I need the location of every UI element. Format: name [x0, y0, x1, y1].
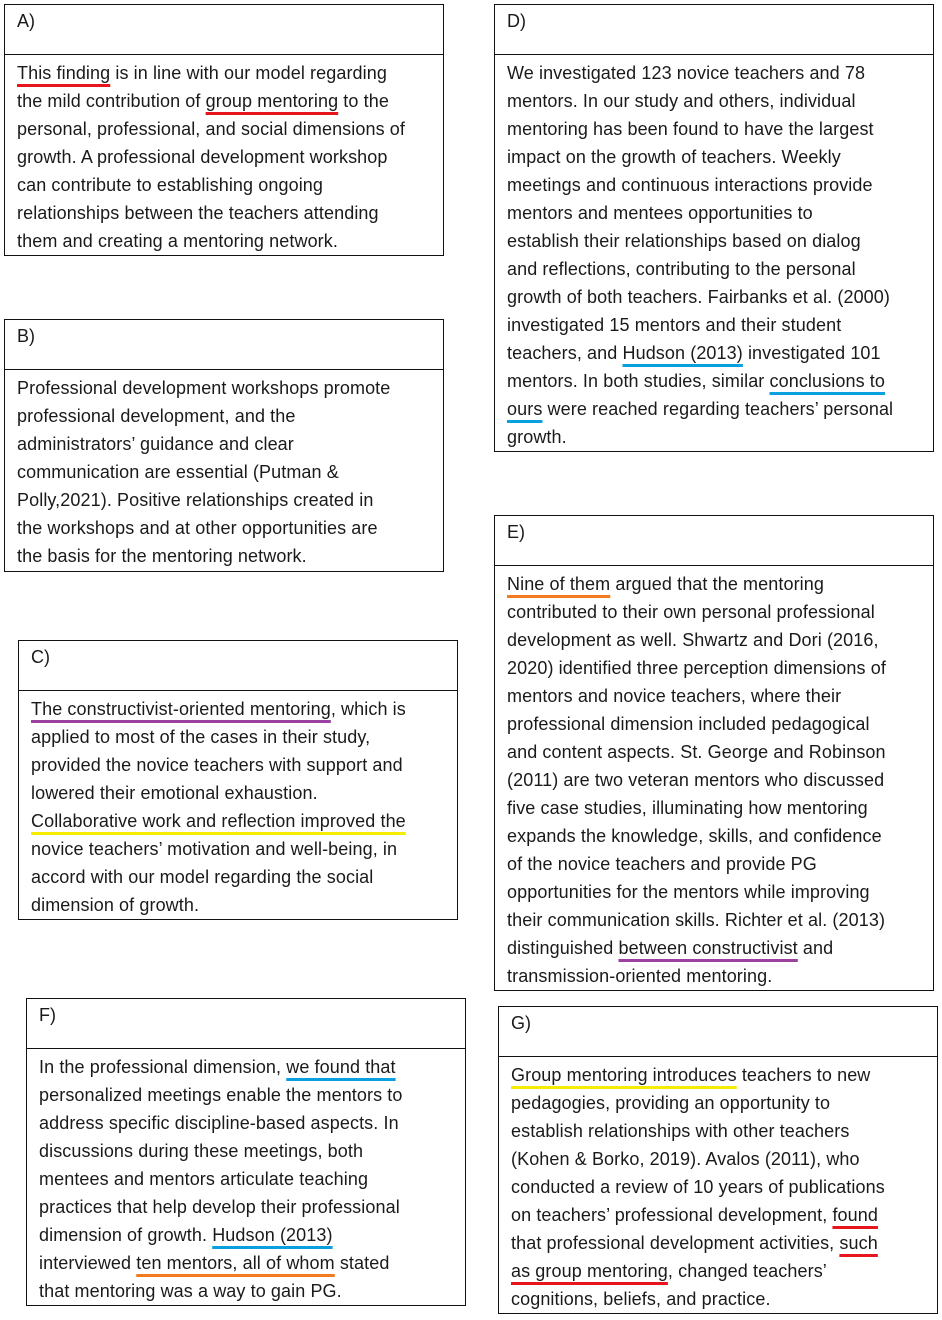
text-line: [507, 171, 925, 199]
text-line: [507, 59, 925, 87]
text-segment: is in line with our model regarding: [110, 63, 387, 83]
text-line: [511, 1089, 929, 1117]
excerpt-box-e: [494, 515, 934, 991]
text-line: [507, 115, 925, 143]
text-line: [17, 171, 435, 199]
text-segment: meetings and continuous interactions provide: [507, 175, 873, 195]
box-text: [495, 566, 933, 990]
excerpt-box-b: [4, 319, 444, 572]
text-segment: dimension of growth.: [31, 895, 200, 915]
text-line: [507, 766, 925, 794]
text-segment: accord with our model regarding the social: [31, 867, 374, 887]
yellow-underlined-phrase: Collaborative work and reflection improved the: [31, 811, 406, 831]
box-text: [5, 370, 443, 570]
orange-underlined-phrase: ten mentors, all of whom: [136, 1253, 335, 1273]
text-segment: establish their relationships based on dialog: [507, 231, 861, 251]
text-line: [39, 1277, 457, 1305]
text-line: [511, 1145, 929, 1173]
box-text: [495, 55, 933, 451]
text-segment: and content aspects. St. George and Robinson: [507, 742, 886, 762]
blue-underlined-phrase: conclusions to: [769, 371, 885, 391]
box-label: E): [495, 516, 933, 566]
text-segment: the mild contribution of: [17, 91, 206, 111]
text-line: [507, 395, 925, 423]
text-line: [31, 695, 449, 723]
text-segment: establish relationships with other teachers: [511, 1121, 850, 1141]
excerpt-box-f: [26, 998, 466, 1306]
text-line: [39, 1221, 457, 1249]
text-line: [507, 962, 925, 990]
text-line: [507, 423, 925, 451]
text-line: [17, 199, 435, 227]
text-line: [31, 751, 449, 779]
text-segment: five case studies, illuminating how mentoring: [507, 798, 868, 818]
text-segment: mentoring has been found to have the largest: [507, 119, 874, 139]
text-line: [507, 598, 925, 626]
text-line: [17, 374, 435, 402]
box-text: [499, 1057, 937, 1313]
box-label: D): [495, 5, 933, 55]
red-underlined-phrase: group mentoring: [205, 91, 339, 111]
text-segment: administrators’ guidance and clear: [17, 434, 294, 454]
text-segment: pedagogies, providing an opportunity to: [511, 1093, 831, 1113]
text-line: [17, 402, 435, 430]
text-line: [31, 779, 449, 807]
text-segment: lowered their emotional exhaustion.: [31, 783, 318, 803]
text-line: [39, 1165, 457, 1193]
text-segment: growth.: [507, 427, 567, 447]
text-segment: mentors and novice teachers, where their: [507, 686, 842, 706]
text-line: [507, 794, 925, 822]
text-line: [507, 934, 925, 962]
text-segment: cognitions, beliefs, and practice.: [511, 1289, 771, 1309]
text-line: [507, 682, 925, 710]
text-segment: opportunities for the mentors while improving: [507, 882, 870, 902]
text-line: [17, 59, 435, 87]
text-segment: personalized meetings enable the mentors to: [39, 1085, 403, 1105]
orange-underlined-phrase: Nine of them: [507, 574, 611, 594]
text-line: [507, 654, 925, 682]
text-line: [507, 570, 925, 598]
text-segment: mentors. In our study and others, individual: [507, 91, 856, 111]
text-line: [17, 115, 435, 143]
box-text: [19, 691, 457, 919]
box-text: [27, 1049, 465, 1305]
text-line: [507, 311, 925, 339]
text-line: [17, 227, 435, 255]
yellow-underlined-phrase: Group mentoring introduces: [511, 1065, 737, 1085]
text-line: [507, 87, 925, 115]
text-line: [507, 143, 925, 171]
text-segment: , changed teachers’: [667, 1261, 827, 1281]
text-line: [31, 807, 449, 835]
blue-underlined-phrase: we found that: [286, 1057, 396, 1077]
text-line: [511, 1257, 929, 1285]
text-line: [511, 1285, 929, 1313]
text-segment: (2011) are two veteran mentors who discussed: [507, 770, 885, 790]
text-line: [39, 1193, 457, 1221]
excerpt-box-g: [498, 1006, 938, 1314]
box-text: [5, 55, 443, 255]
text-line: [31, 891, 449, 919]
blue-underlined-phrase: Hudson (2013): [622, 343, 743, 363]
text-line: [39, 1249, 457, 1277]
text-segment: argued that the mentoring: [610, 574, 824, 594]
blue-underlined-phrase: ours: [507, 399, 543, 419]
excerpt-box-a: [4, 4, 444, 256]
text-segment: impact on the growth of teachers. Weekly: [507, 147, 841, 167]
text-segment: expands the knowledge, skills, and confidence: [507, 826, 882, 846]
text-line: [507, 878, 925, 906]
purple-underlined-phrase: The constructivist-oriented mentoring: [31, 699, 331, 719]
text-segment: stated: [334, 1253, 390, 1273]
red-underlined-phrase: as group mentoring: [511, 1261, 668, 1281]
text-segment: that mentoring was a way to gain PG.: [39, 1281, 342, 1301]
text-segment: practices that help develop their professional: [39, 1197, 400, 1217]
text-line: [507, 367, 925, 395]
text-line: [31, 723, 449, 751]
text-segment: professional development, and the: [17, 406, 296, 426]
purple-underlined-phrase: between constructivist: [618, 938, 798, 958]
box-label: C): [19, 641, 457, 691]
text-segment: mentees and mentors articulate teaching: [39, 1169, 369, 1189]
red-underlined-phrase: This finding: [17, 63, 111, 83]
text-line: [511, 1117, 929, 1145]
box-label: F): [27, 999, 465, 1049]
text-segment: their communication skills. Richter et al. (2013): [507, 910, 886, 930]
text-segment: In the professional dimension,: [39, 1057, 287, 1077]
text-segment: mentors. In both studies, similar: [507, 371, 770, 391]
text-segment: (Kohen & Borko, 2019). Avalos (2011), who: [511, 1149, 860, 1169]
text-segment: that professional development activities,: [511, 1233, 840, 1253]
text-line: [39, 1109, 457, 1137]
text-line: [507, 339, 925, 367]
text-segment: communication are essential (Putman &: [17, 462, 339, 482]
text-line: [507, 822, 925, 850]
text-segment: growth of both teachers. Fairbanks et al. (2000): [507, 287, 891, 307]
text-segment: on teachers’ professional development,: [511, 1205, 833, 1225]
text-segment: novice teachers’ motivation and well-being, in: [31, 839, 398, 859]
excerpt-box-c: [18, 640, 458, 920]
box-label: G): [499, 1007, 937, 1057]
text-segment: relationships between the teachers attending: [17, 203, 379, 223]
text-segment: the basis for the mentoring network.: [17, 546, 307, 566]
text-line: [17, 430, 435, 458]
text-segment: mentors and mentees opportunities to: [507, 203, 813, 223]
text-line: [511, 1229, 929, 1257]
red-underlined-phrase: such: [839, 1233, 878, 1253]
text-segment: address specific discipline-based aspects. In: [39, 1113, 399, 1133]
text-segment: We investigated 123 novice teachers and 78: [507, 63, 866, 83]
text-segment: transmission-oriented mentoring.: [507, 966, 773, 986]
text-line: [17, 542, 435, 570]
text-segment: professional dimension included pedagogical: [507, 714, 870, 734]
text-segment: and: [797, 938, 834, 958]
text-line: [511, 1173, 929, 1201]
text-segment: can contribute to establishing ongoing: [17, 175, 324, 195]
text-segment: Professional development workshops promote: [17, 378, 391, 398]
text-segment: were reached regarding teachers’ personal: [542, 399, 894, 419]
text-segment: provided the novice teachers with support and: [31, 755, 403, 775]
text-segment: applied to most of the cases in their study,: [31, 727, 371, 747]
text-segment: the workshops and at other opportunities are: [17, 518, 378, 538]
text-segment: and reflections, contributing to the personal: [507, 259, 856, 279]
text-segment: contributed to their own personal professional: [507, 602, 875, 622]
text-segment: distinguished: [507, 938, 619, 958]
text-segment: teachers to new: [736, 1065, 871, 1085]
text-line: [31, 835, 449, 863]
text-segment: investigated 101: [742, 343, 881, 363]
text-segment: discussions during these meetings, both: [39, 1141, 364, 1161]
text-segment: conducted a review of 10 years of publications: [511, 1177, 885, 1197]
text-line: [507, 626, 925, 654]
text-line: [507, 199, 925, 227]
blue-underlined-phrase: Hudson (2013): [212, 1225, 333, 1245]
text-segment: dimension of growth.: [39, 1225, 213, 1245]
text-segment: growth. A professional development workshop: [17, 147, 388, 167]
text-segment: personal, professional, and social dimensions of: [17, 119, 406, 139]
box-label: A): [5, 5, 443, 55]
text-line: [507, 227, 925, 255]
text-line: [17, 458, 435, 486]
text-line: [39, 1137, 457, 1165]
text-line: [39, 1081, 457, 1109]
text-line: [17, 486, 435, 514]
text-line: [507, 255, 925, 283]
text-line: [17, 143, 435, 171]
text-segment: Polly,2021). Positive relationships created in: [17, 490, 374, 510]
excerpt-box-d: [494, 4, 934, 452]
text-line: [17, 87, 435, 115]
text-segment: , which is: [330, 699, 406, 719]
text-line: [39, 1053, 457, 1081]
text-line: [511, 1201, 929, 1229]
text-segment: teachers, and: [507, 343, 623, 363]
text-segment: development as well. Shwartz and Dori (2016,: [507, 630, 879, 650]
text-line: [507, 906, 925, 934]
text-segment: of the novice teachers and provide PG: [507, 854, 817, 874]
text-segment: to the: [338, 91, 389, 111]
red-underlined-phrase: found: [832, 1205, 878, 1225]
text-segment: them and creating a mentoring network.: [17, 231, 338, 251]
text-line: [17, 514, 435, 542]
text-line: [507, 738, 925, 766]
text-line: [507, 850, 925, 878]
box-label: B): [5, 320, 443, 370]
text-segment: 2020) identified three perception dimensions of: [507, 658, 886, 678]
text-line: [507, 283, 925, 311]
text-line: [511, 1061, 929, 1089]
text-line: [507, 710, 925, 738]
text-line: [31, 863, 449, 891]
text-segment: interviewed: [39, 1253, 137, 1273]
text-segment: investigated 15 mentors and their student: [507, 315, 842, 335]
